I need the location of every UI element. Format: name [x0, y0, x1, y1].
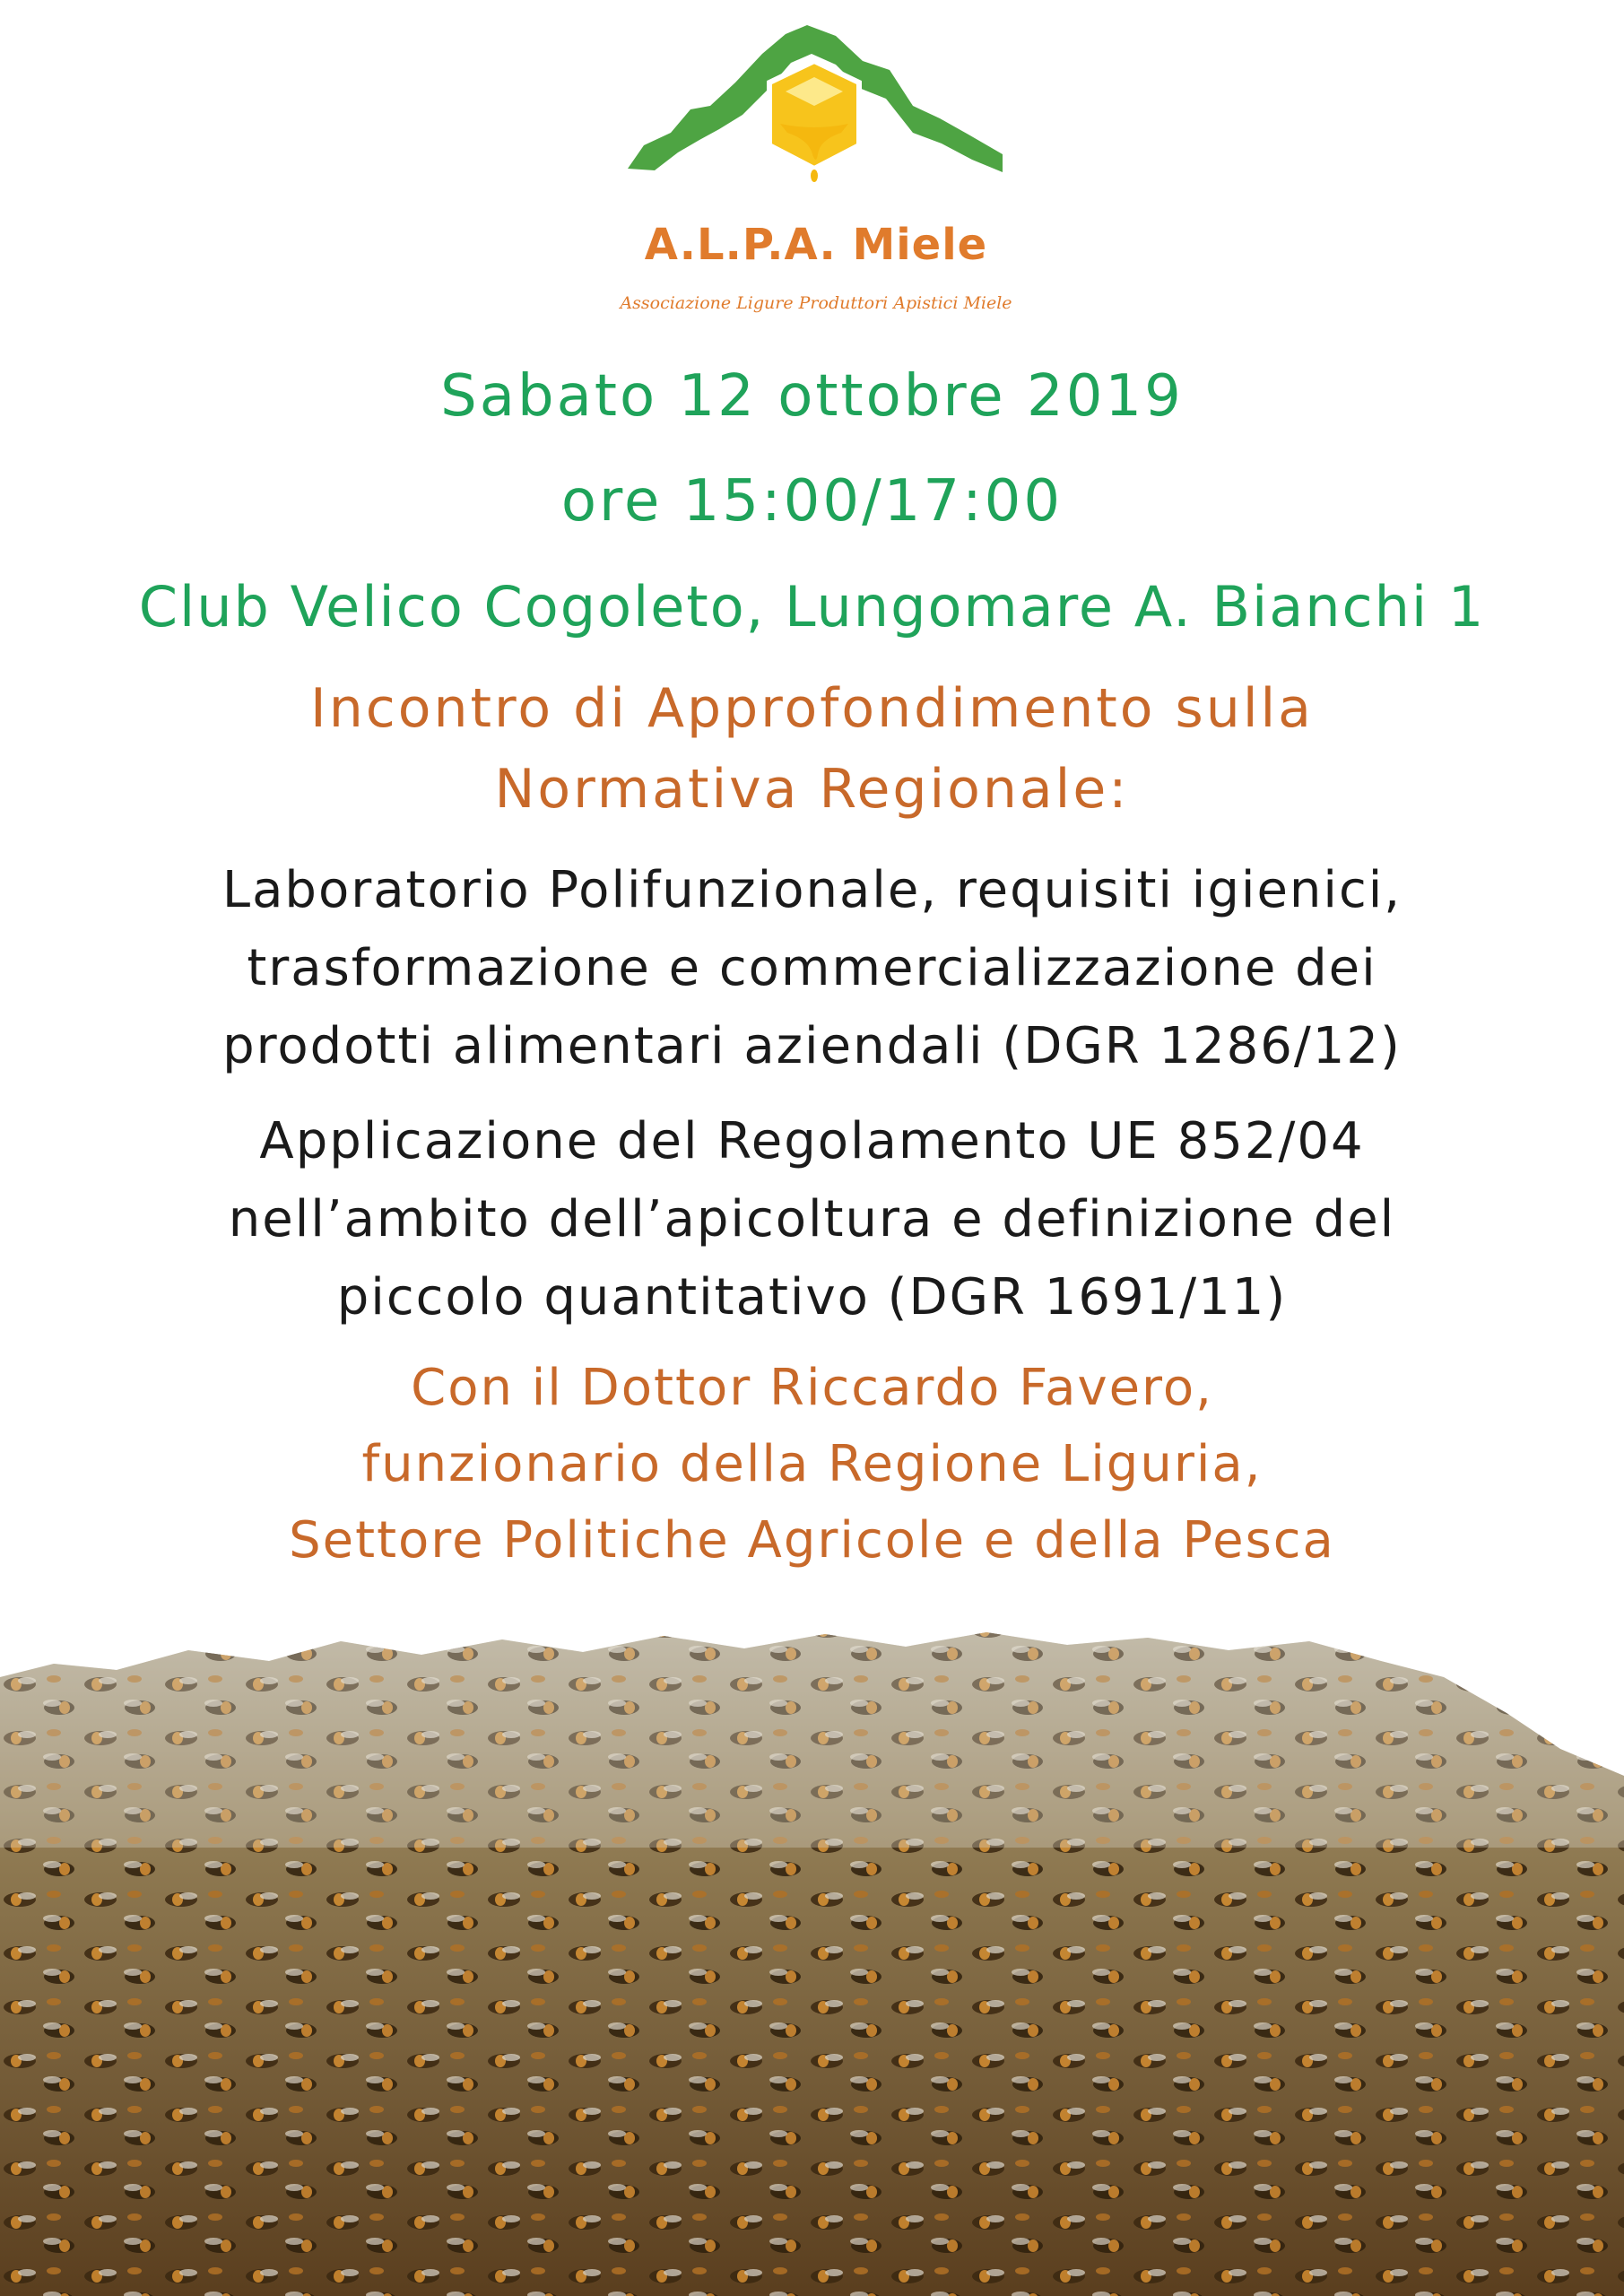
alpa-miele-logo: [610, 18, 1022, 323]
title-line-2: Normativa Regionale:: [494, 758, 1130, 821]
event-time: ore 15:00/17:00: [560, 468, 1064, 535]
event-date: Sabato 12 ottobre 2019: [440, 363, 1184, 430]
speaker-line-2: funzionario della Regione Liguria,: [361, 1435, 1263, 1493]
speaker-line-1: Con il Dottor Riccardo Favero,: [411, 1359, 1213, 1417]
bees-photo: [0, 1614, 1624, 2296]
topic2-line-3: piccolo quantitativo (DGR 1691/11): [336, 1268, 1288, 1326]
topic1-line-2: trasformazione e commercializzazione dei: [247, 939, 1377, 997]
topic2-line-1: Applicazione del Regolamento UE 852/04: [259, 1112, 1365, 1170]
logo-tagline: Associazione Ligure Produttori Apistici Miele: [620, 293, 1012, 313]
title-line-1: Incontro di Approfondimento sulla: [310, 677, 1314, 740]
topic2-line-2: nell’ambito dell’apicoltura e definizione del: [228, 1190, 1396, 1248]
speaker-line-3: Settore Politiche Agricole e della Pesca: [289, 1511, 1335, 1570]
topic1-line-1: Laboratorio Polifunzionale, requisiti igienici,: [221, 861, 1403, 919]
honeycomb-mountain-icon: [628, 18, 1004, 197]
event-venue: Club Velico Cogoleto, Lungomare A. Bianchi 1: [138, 574, 1486, 639]
topic1-line-3: prodotti alimentari aziendali (DGR 1286/12): [222, 1017, 1402, 1075]
logo-name: A.L.P.A. Miele: [644, 220, 988, 270]
